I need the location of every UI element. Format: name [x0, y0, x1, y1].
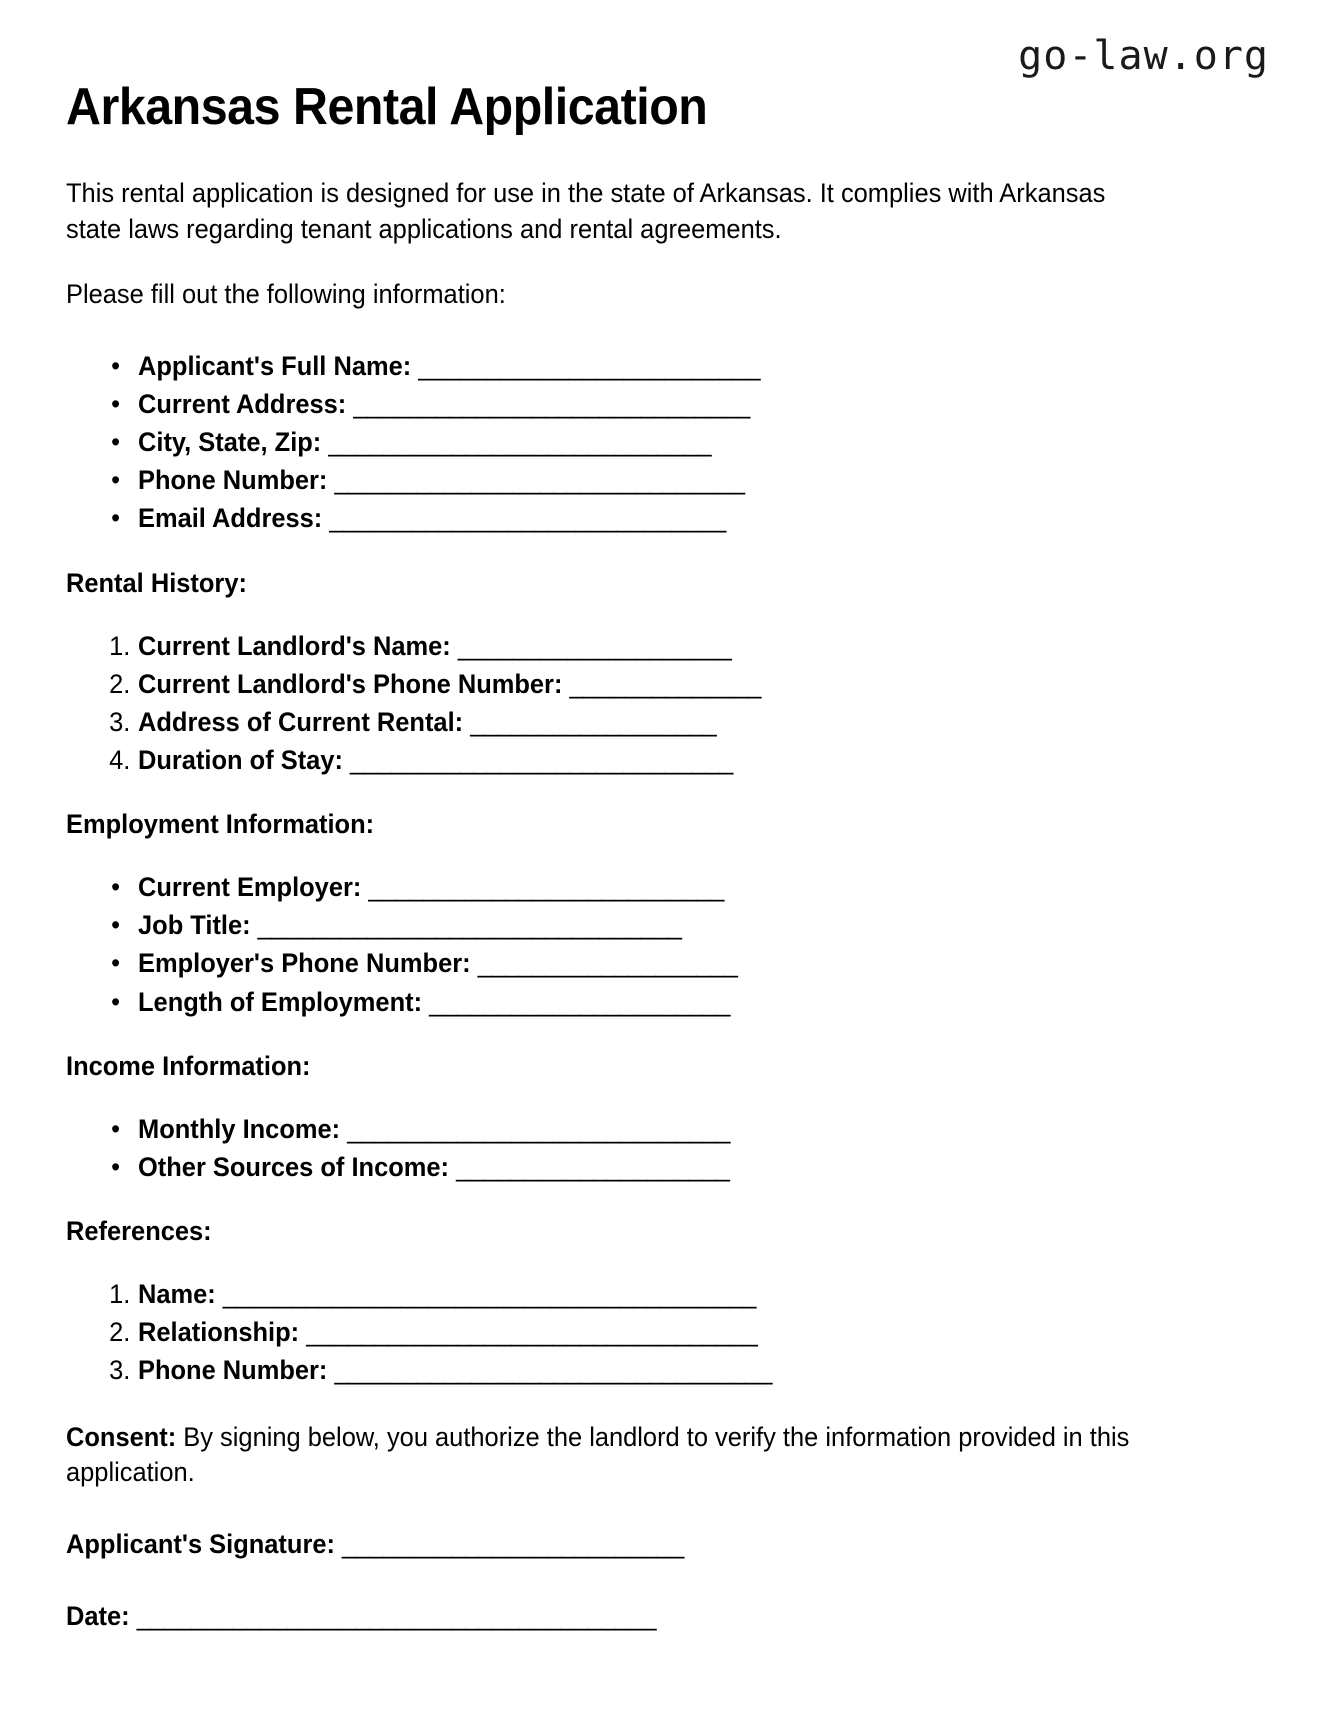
references-list: [66, 1275, 1246, 1389]
list-item: [109, 665, 1202, 703]
list-number: 4.: [109, 744, 131, 775]
field-label: City, State, Zip:: [138, 427, 322, 458]
fill-in-blank[interactable]: ________________________________: [334, 1355, 772, 1386]
list-item: [111, 385, 1202, 423]
list-item: [109, 1351, 1202, 1389]
field-label: Relationship:: [138, 1317, 300, 1348]
list-item: [109, 741, 1202, 779]
field-label: Employer's Phone Number:: [138, 948, 471, 979]
field-label: Duration of Stay:: [138, 744, 343, 775]
fill-in-blank[interactable]: ____________________: [456, 1151, 730, 1182]
list-item: [111, 906, 1202, 944]
field-label: Email Address:: [138, 503, 323, 534]
list-number: 2.: [109, 1317, 131, 1348]
list-number: 2.: [109, 668, 131, 699]
list-item: [111, 347, 1202, 385]
fill-in-blank[interactable]: ______________________________: [334, 465, 745, 496]
field-label: Current Employer:: [138, 872, 362, 903]
instruction-paragraph: Please fill out the following information:: [66, 279, 506, 310]
page-title: Arkansas Rental Application: [66, 78, 708, 136]
list-item: [111, 1110, 1202, 1148]
intro-paragraph: This rental application is designed for use in the state of Arkansas. It complies with Arkansas state laws regarding tenant applications and rental agreements.: [66, 178, 1106, 244]
consent-label: Consent:: [66, 1421, 177, 1452]
signature-line: [66, 1525, 1199, 1563]
fill-in-blank[interactable]: _______________________________________: [222, 1279, 756, 1310]
list-item: [111, 868, 1202, 906]
fill-in-blank[interactable]: _____________________________: [329, 503, 726, 534]
list-item: [109, 1275, 1202, 1313]
fill-in-blank[interactable]: _______________________________: [257, 910, 682, 941]
list-item: [111, 1148, 1202, 1186]
fill-in-blank[interactable]: ____________________________: [347, 1113, 730, 1144]
employment-information-list: [66, 868, 1246, 1021]
fill-in-blank[interactable]: ___________________: [477, 948, 738, 979]
fill-in-blank[interactable]: ____________________: [457, 630, 732, 661]
field-label: Monthly Income:: [138, 1113, 341, 1144]
signature-label: Applicant's Signature:: [66, 1528, 335, 1559]
list-number: 3.: [109, 706, 131, 737]
bullet-icon: •: [111, 872, 121, 903]
applicant-info-list: [66, 347, 1246, 538]
list-item: [109, 627, 1202, 665]
field-label: Name:: [138, 1279, 216, 1310]
field-label: Phone Number:: [138, 1355, 328, 1386]
income-information-list: [66, 1110, 1246, 1186]
list-item: [111, 461, 1202, 499]
site-watermark: go-law.org: [1018, 33, 1269, 79]
field-label: Length of Employment:: [138, 986, 423, 1017]
fill-in-blank[interactable]: ______________________: [429, 986, 730, 1017]
section-heading-employment-information: Employment Information:: [66, 809, 375, 840]
document-content: [66, 78, 1246, 1635]
list-number: 1.: [109, 630, 131, 661]
bullet-icon: •: [111, 1113, 121, 1144]
field-label: Current Landlord's Name:: [138, 630, 451, 661]
list-item: [109, 703, 1202, 741]
bullet-icon: •: [111, 910, 121, 941]
list-number: 3.: [109, 1355, 131, 1386]
bullet-icon: •: [111, 465, 121, 496]
field-label: Current Landlord's Phone Number:: [138, 668, 563, 699]
list-item: [109, 1313, 1202, 1351]
field-label: Other Sources of Income:: [138, 1151, 449, 1182]
list-item: [111, 944, 1202, 982]
consent-paragraph: [66, 1420, 1151, 1491]
section-heading-income-information: Income Information:: [66, 1050, 311, 1081]
date-line: [66, 1597, 1199, 1635]
bullet-icon: •: [111, 986, 121, 1017]
field-label: Phone Number:: [138, 465, 328, 496]
field-label: Applicant's Full Name:: [138, 350, 412, 381]
bullet-icon: •: [111, 350, 121, 381]
bullet-icon: •: [111, 948, 121, 979]
bullet-icon: •: [111, 1151, 121, 1182]
field-label: Job Title:: [138, 910, 251, 941]
date-label: Date:: [66, 1600, 130, 1631]
section-heading-rental-history: Rental History:: [66, 567, 247, 598]
signature-blank[interactable]: _________________________: [342, 1528, 684, 1559]
fill-in-blank[interactable]: _________________________: [418, 350, 761, 381]
list-item: [111, 983, 1202, 1021]
bullet-icon: •: [111, 503, 121, 534]
list-number: 1.: [109, 1279, 131, 1310]
fill-in-blank[interactable]: _________________________________: [306, 1317, 758, 1348]
fill-in-blank[interactable]: ____________________________: [328, 427, 712, 458]
list-item: [111, 499, 1202, 537]
bullet-icon: •: [111, 388, 121, 419]
fill-in-blank[interactable]: __________________: [470, 706, 717, 737]
fill-in-blank[interactable]: ______________: [569, 668, 761, 699]
bullet-icon: •: [111, 427, 121, 458]
field-label: Address of Current Rental:: [138, 706, 464, 737]
fill-in-blank[interactable]: _____________________________: [353, 388, 750, 419]
rental-history-list: [66, 627, 1246, 780]
field-label: Current Address:: [138, 388, 347, 419]
date-blank[interactable]: ______________________________________: [136, 1600, 657, 1631]
fill-in-blank[interactable]: __________________________: [368, 872, 724, 903]
fill-in-blank[interactable]: ____________________________: [350, 744, 733, 775]
list-item: [111, 423, 1202, 461]
section-heading-references: References:: [66, 1216, 212, 1247]
consent-text: By signing below, you authorize the landlord to verify the information provided in this application.: [66, 1421, 1130, 1488]
